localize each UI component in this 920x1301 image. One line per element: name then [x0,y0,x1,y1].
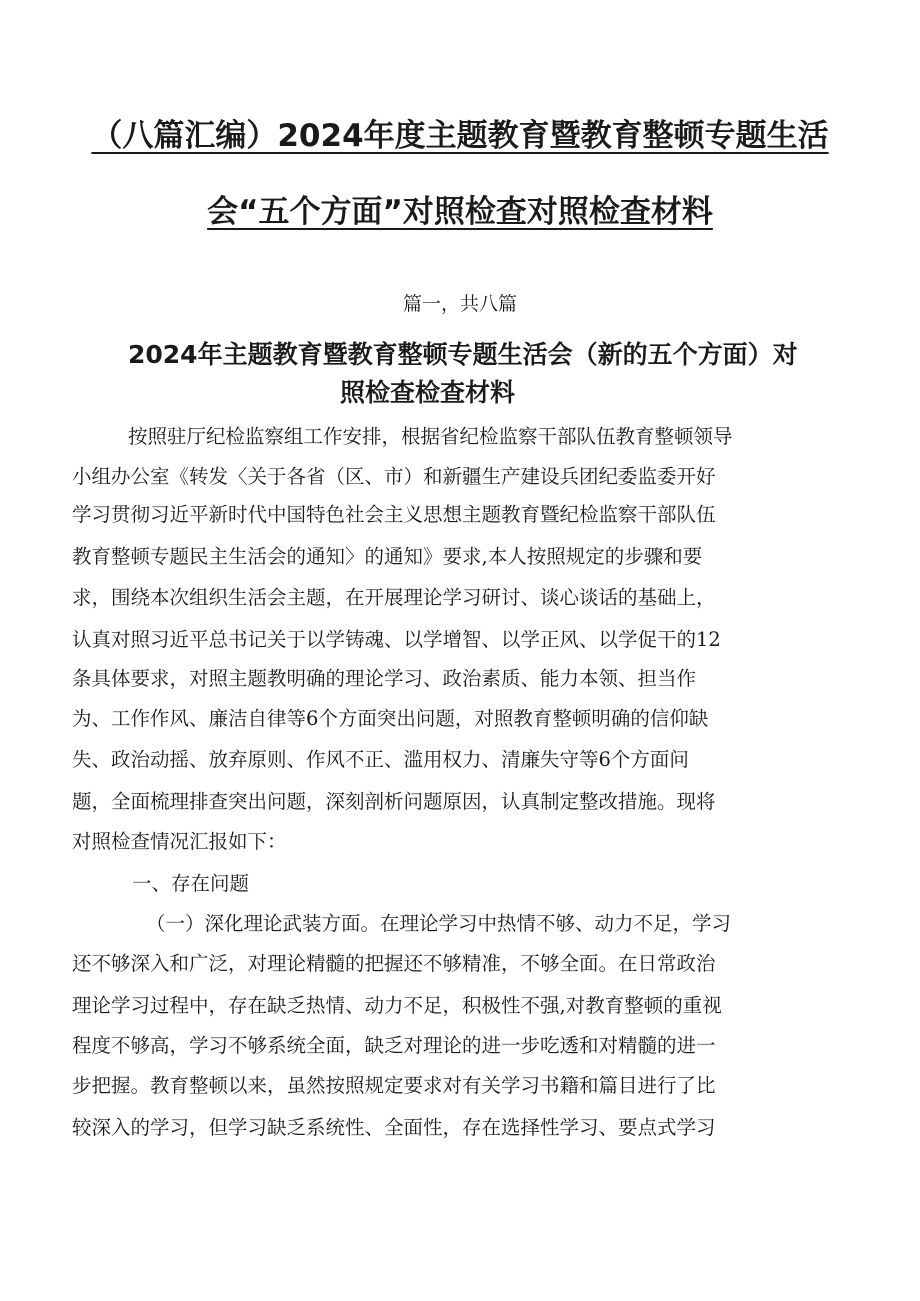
body-line: 步把握。教育整顿以来，虽然按照规定要求对有关学习书籍和篇目进行了比 [72,1074,716,1097]
body-line: 条具体要求，对照主题教明确的理论学习、政治素质、能力本领、担当作 [72,667,697,690]
section-title-line-2: 照检查检查材料 [340,378,516,407]
section-title-line-1: 2024年主题教育暨教育整顿专题生活会（新的五个方面）对 [128,340,798,369]
body-line: 还不够深入和广泛，对理论精髓的把握还不够精准，不够全面。在日常政治 [72,952,716,975]
body-line: 理论学习过程中，存在缺乏热情、动力不足，积极性不强,对教育整顿的重视 [72,994,722,1017]
body-line: 学习贯彻习近平新时代中国特色社会主义思想主题教育暨纪检监察干部队伍 [72,503,716,526]
body-line: 对照检查情况汇报如下： [72,830,287,853]
body-line: 较深入的学习，但学习缺乏系统性、全面性，存在选择性学习、要点式学习 [72,1116,716,1139]
body-line: 教育整顿专题民主生活会的通知〉的通知》要求,本人按照规定的步骤和要 [72,545,703,568]
body-line: 小组办公室《转发〈关于各省（区、市）和新疆生产建设兵团纪委监委开好 [72,465,716,488]
body-line: 认真对照习近平总书记关于以学铸魂、以学增智、以学正风、以学促干的12 [72,628,721,651]
body-line: 求，围绕本次组织生活会主题，在开展理论学习研讨、谈心谈话的基础上， [72,586,716,609]
body-line: 题，全面梳理排查突出问题，深刻剖析问题原因，认真制定整改措施。现将 [72,790,716,813]
body-line: 为、工作作风、廉洁自律等6个方面突出问题，对照教育整顿明确的信仰缺 [72,707,709,730]
body-line: 按照驻厅纪检监察组工作安排，根据省纪检监察干部队伍教育整顿领导 [128,425,733,448]
document-title-line-1: （八篇汇编）2024年度主题教育暨教育整顿专题生活 [91,118,829,154]
body-line: 失、政治动摇、放弃原则、作风不正、滥用权力、清廉失守等6个方面问 [72,748,689,771]
series-label: 篇一，共八篇 [402,293,517,315]
body-line: （一）深化理论武装方面。在理论学习中热情不够、动力不足，学习 [146,912,732,935]
document-title-line-2: 会“五个方面”对照检查对照检查材料 [207,194,713,230]
body-line: 程度不够高，学习不够系统全面，缺乏对理论的进一步吃透和对精髓的进一 [72,1034,716,1057]
section-heading-existing-problems: 一、存在问题 [132,872,250,895]
